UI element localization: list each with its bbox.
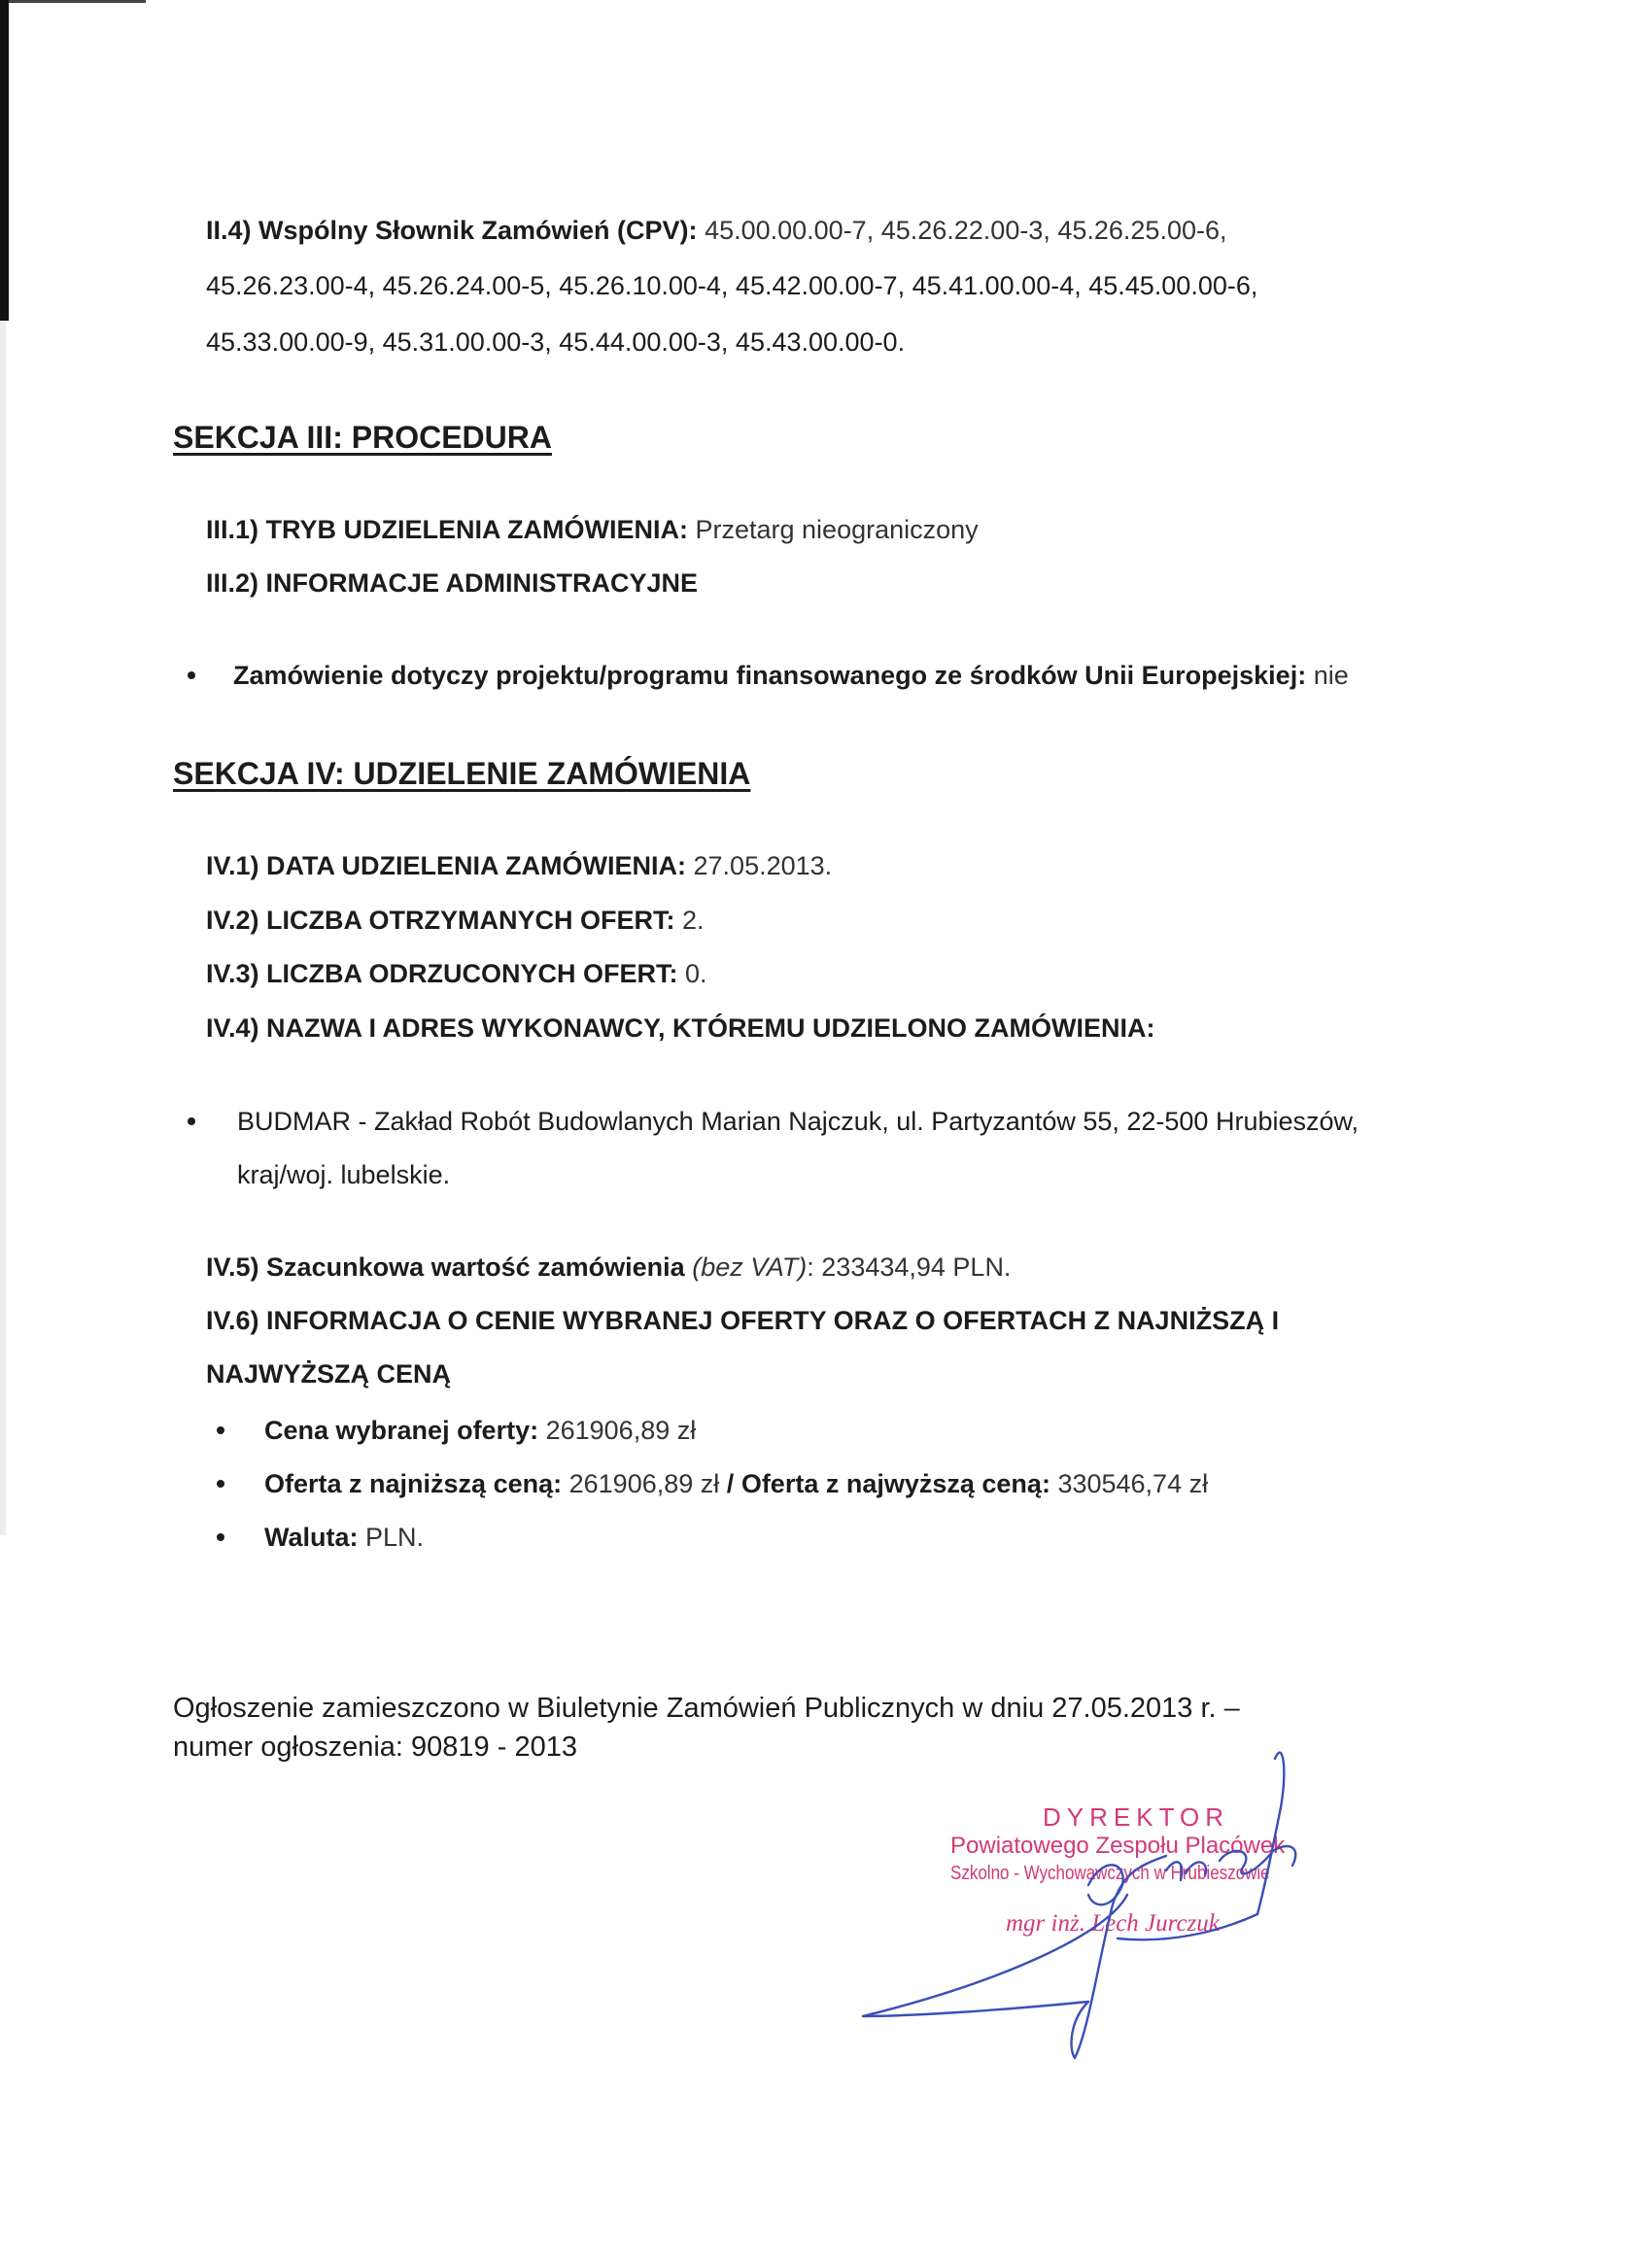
bullet-ue	[188, 671, 195, 679]
scan-left-edge	[0, 0, 9, 321]
najnizsza-value: 261906,89 zł	[568, 1469, 720, 1498]
stamp-name: mgr inż. Lech Jurczuk	[1006, 1910, 1220, 1937]
ceny-label-2: NAJWYŻSZĄ CENĄ	[206, 1359, 452, 1389]
section-4-heading: SEKCJA IV: UDZIELENIE ZAMÓWIENIA	[173, 756, 751, 791]
tryb-line	[206, 513, 979, 546]
otrzymane-label: IV.2) LICZBA OTRZYMANYCH OFERT:	[206, 906, 675, 935]
wykonawca-label: IV.4) NAZWA I ADRES WYKONAWCY, KTÓREMU UDZIELONO ZAMÓWIENIA:	[206, 1013, 1155, 1043]
tryb-label: III.1) TRYB UDZIELENIA ZAMÓWIENIA:	[206, 515, 688, 544]
data-label: IV.1) DATA UDZIELENIA ZAMÓWIENIA:	[206, 851, 686, 880]
cena-wybranej-value: 261906,89 zł	[545, 1416, 697, 1445]
waluta-label: Waluta:	[264, 1523, 359, 1552]
otrzymane-line	[206, 904, 705, 937]
ue-line	[233, 659, 1349, 692]
cpv-codes-3: 45.33.00.00-9, 45.31.00.00-3, 45.44.00.00-3, 45.43.00.00-0.	[206, 327, 906, 357]
najwyzsza-label: Oferta z najwyższą ceną:	[740, 1469, 1050, 1498]
admin-line	[206, 566, 698, 600]
ceny-heading-line-1	[206, 1304, 1279, 1337]
wartosc-value: 233434,94 PLN.	[821, 1252, 1012, 1282]
odrzucone-value: 0.	[685, 959, 707, 988]
odrzucone-label: IV.3) LICZBA ODRZUCONYCH OFERT:	[206, 959, 678, 988]
wykonawca-heading-line	[206, 1012, 1155, 1045]
ue-label: Zamówienie dotyczy projektu/programu finansowanego ze środków Unii Europejskiej:	[233, 661, 1307, 690]
cpv-line-1	[206, 214, 1227, 247]
scan-margin-shadow	[0, 321, 6, 1535]
odrzucone-line	[206, 957, 707, 990]
tryb-value: Przetarg nieograniczony	[695, 515, 979, 544]
stamp-org-line-1: Powiatowego Zespołu Placówek	[950, 1833, 1286, 1859]
footer-line-2: numer ogłoszenia: 90819 - 2013	[173, 1732, 577, 1763]
bullet-najnizsza	[217, 1480, 224, 1488]
handwritten-signature	[845, 1739, 1351, 2079]
bullet-cena-wybranej	[217, 1426, 224, 1434]
wykonawca-line-2: kraj/woj. lubelskie.	[237, 1160, 451, 1189]
wykonawca-line-1: BUDMAR - Zakład Robót Budowlanych Marian Najczuk, ul. Partyzantów 55, 22-500 Hrubieszów,	[237, 1107, 1359, 1136]
stamp-org-line-2: Szkolno - Wychowawczych w Hrubieszowie	[950, 1863, 1270, 1884]
bullet-waluta	[217, 1533, 224, 1541]
cpv-codes-2: 45.26.23.00-4, 45.26.24.00-5, 45.26.10.00-4, 45.42.00.00-7, 45.41.00.00-4, 45.45.00.00-6,	[206, 271, 1258, 300]
ceny-label-1: IV.6) INFORMACJA O CENIE WYBRANEJ OFERTY ORAZ O OFERTACH Z NAJNIŻSZĄ I	[206, 1306, 1280, 1335]
cena-wybranej-line	[264, 1414, 696, 1447]
admin-label: III.2) INFORMACJE ADMINISTRACYJNE	[206, 568, 699, 598]
waluta-line	[264, 1521, 424, 1554]
waluta-value: PLN.	[365, 1523, 425, 1552]
scan-top-edge	[0, 0, 146, 3]
wartosc-note: (bez VAT)	[692, 1252, 808, 1282]
section-3-heading: SEKCJA III: PROCEDURA	[173, 420, 552, 455]
oferty-separator: /	[726, 1469, 735, 1498]
otrzymane-value: 2.	[682, 906, 705, 935]
najwyzsza-value: 330546,74 zł	[1057, 1469, 1209, 1498]
najnizsza-label: Oferta z najniższą ceną:	[264, 1469, 563, 1498]
wartosc-label: IV.5) Szacunkowa wartość zamówienia	[206, 1252, 685, 1282]
data-value: 27.05.2013.	[693, 851, 833, 880]
cena-wybranej-label: Cena wybranej oferty:	[264, 1416, 539, 1445]
ue-value: nie	[1313, 661, 1349, 690]
ceny-heading-line-2	[206, 1357, 451, 1390]
cpv-label: II.4) Wspólny Słownik Zamówień (CPV):	[206, 216, 698, 245]
stamp-title: DYREKTOR	[1043, 1802, 1229, 1832]
bullet-wykonawca	[188, 1117, 195, 1125]
wartosc-line: IV.5) Szacunkowa wartość zamówienia (bez VAT): 233434,94 PLN.	[206, 1252, 1012, 1282]
data-line	[206, 849, 832, 882]
oferty-line	[264, 1467, 1208, 1500]
cpv-codes-1: 45.00.00.00-7, 45.26.22.00-3, 45.26.25.00-6,	[705, 216, 1227, 245]
footer-line-1: Ogłoszenie zamieszczono w Biuletynie Zamówień Publicznych w dniu 27.05.2013 r. –	[173, 1693, 1240, 1724]
